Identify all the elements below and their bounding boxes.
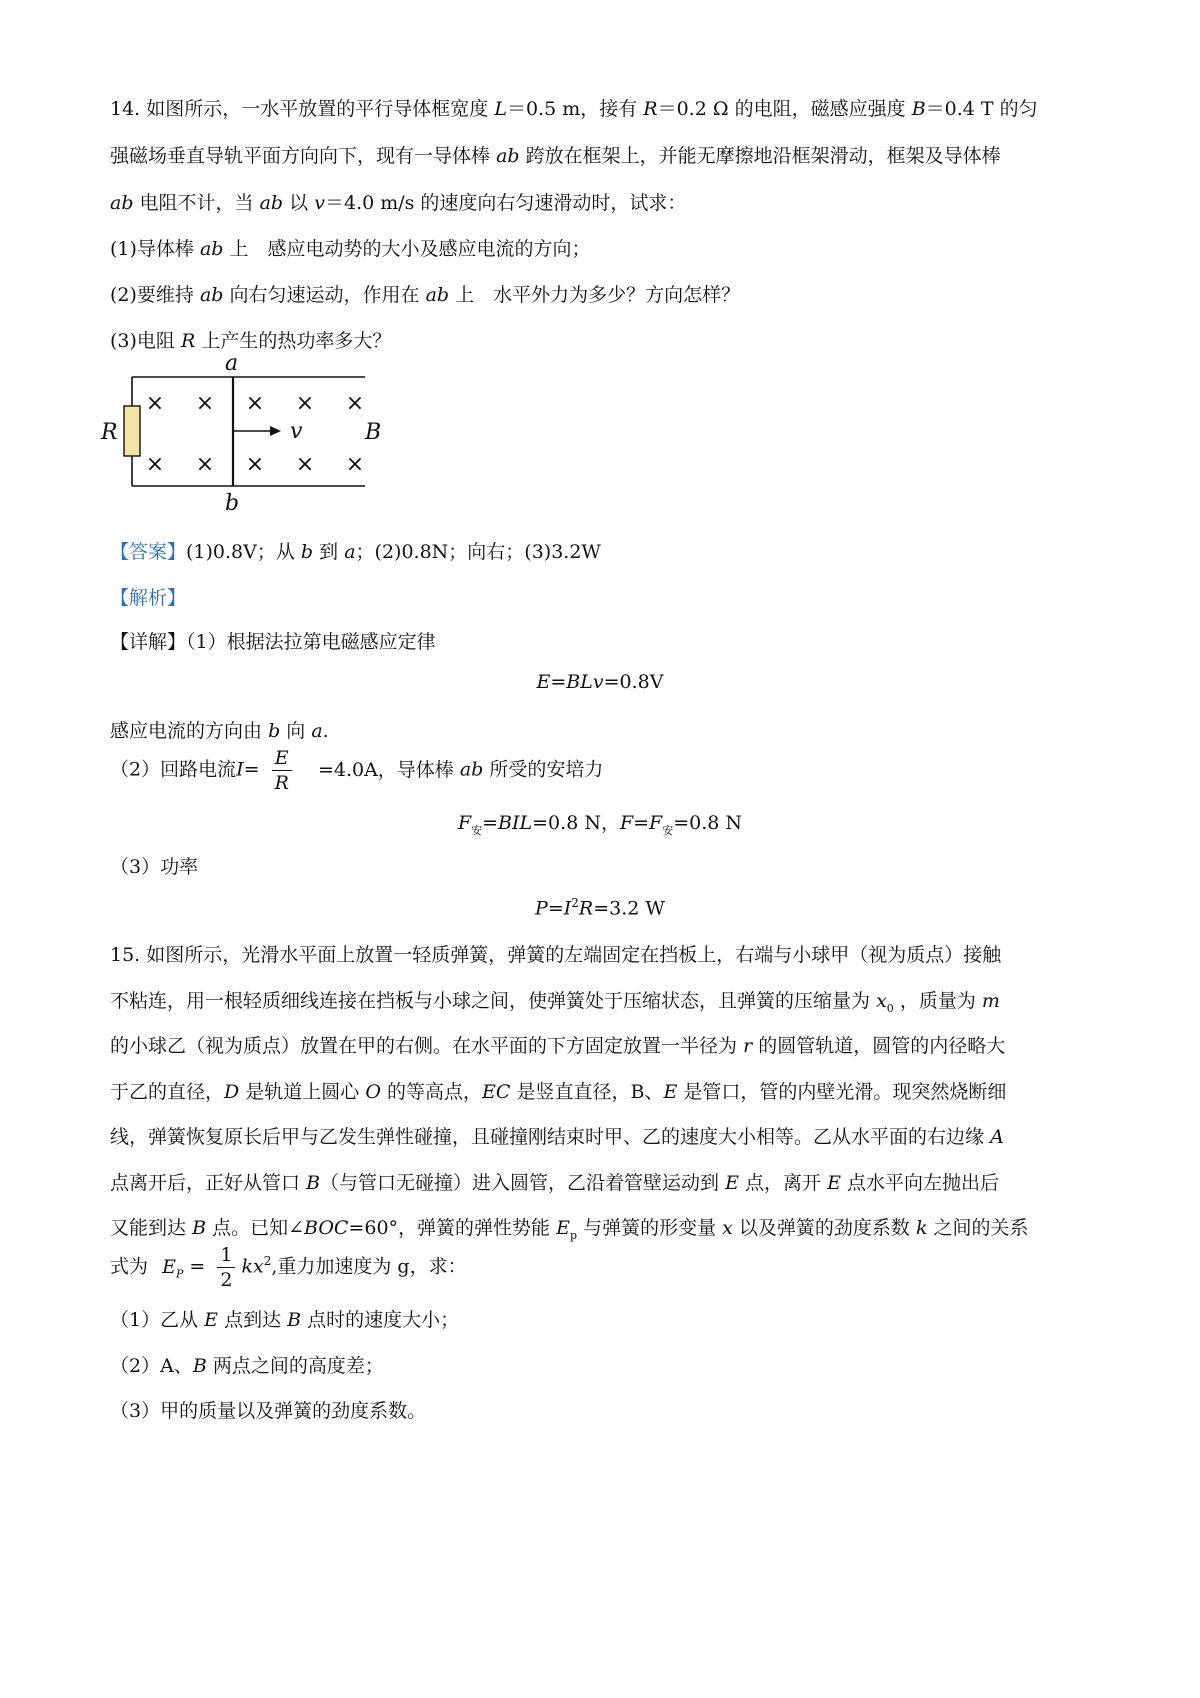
q15-line-5 — [110, 1122, 1004, 1149]
var: B — [287, 1309, 302, 1331]
var: O — [365, 1081, 381, 1103]
q15-sub-1 — [110, 1305, 459, 1332]
text: 点离开后，正好从管口 — [110, 1172, 301, 1194]
text: 不粘连，用一根轻质细线连接在挡板与小球之间，使弹簧处于压缩状态，且弹簧的压缩量为 — [110, 990, 871, 1012]
answer-tag: 【答案】 — [110, 541, 187, 563]
q14-line-3 — [110, 188, 686, 215]
numerator: 1 — [217, 1243, 235, 1268]
q14-part-2 — [110, 280, 740, 307]
text: ＝0.4 T 的匀 — [925, 98, 1038, 120]
text: ＝0.2 Ω 的电阻，磁感应强度 — [657, 98, 906, 120]
field-cross-icon: × — [245, 391, 265, 416]
var: R — [643, 98, 658, 120]
subscript: 0 — [886, 1001, 894, 1015]
text: 以 — [289, 192, 309, 214]
field-cross-icon: × — [145, 452, 165, 477]
label-v: v — [290, 419, 303, 444]
var: E — [725, 1172, 739, 1194]
var: E — [556, 1217, 570, 1239]
field-cross-icon: × — [345, 452, 365, 477]
var: v — [314, 192, 325, 214]
denominator: R — [274, 772, 289, 794]
var: I= — [236, 758, 260, 781]
label-field-b: B — [365, 420, 382, 445]
text: 如图所示，光滑水平面上放置一轻质弹簧，弹簧的左端固定在挡板上，右端与小球甲（视为质点）接触 — [146, 944, 1002, 966]
q15-line-2 — [110, 986, 1000, 1015]
q15-line-4 — [110, 1077, 1006, 1104]
arrow-head-icon — [270, 426, 281, 436]
text: 点。已知∠ — [212, 1217, 304, 1239]
field-cross-icon: × — [345, 391, 365, 416]
text: 上 水平外力为多少？方向怎样？ — [455, 284, 741, 306]
analysis-line — [110, 583, 186, 610]
equation-ampere-force — [0, 808, 1200, 838]
var: =BIL — [482, 812, 533, 834]
var: BOC — [304, 1217, 349, 1239]
var: R — [180, 330, 196, 352]
var: r — [743, 1035, 753, 1057]
power-line — [110, 852, 198, 879]
text: 到 — [319, 541, 339, 563]
q14-line-2 — [110, 141, 1001, 168]
numerator: E — [272, 746, 292, 771]
field-cross-icon: × — [245, 452, 265, 477]
text: （3）甲的质量以及弹簧的劲度系数。 — [110, 1400, 427, 1422]
q14-number: 14. — [110, 98, 141, 120]
var: b — [300, 541, 314, 563]
var: E — [663, 1081, 678, 1103]
field-cross-icon: × — [195, 452, 215, 477]
answer-line — [110, 537, 601, 564]
q15-sub-3 — [110, 1396, 426, 1423]
text: （2）回路电流 — [110, 758, 237, 781]
field-cross-icon: × — [195, 391, 215, 416]
var: ab — [459, 758, 484, 781]
var: ab — [425, 284, 450, 306]
field-cross-icon: × — [295, 452, 315, 477]
var: a — [311, 720, 323, 742]
text: ,重力加速度为 g，求： — [271, 1255, 467, 1278]
var: ab — [110, 192, 134, 214]
text: 是轨道上圆心 — [245, 1081, 360, 1103]
loop-current-line — [110, 746, 603, 795]
text: (1)0.8V；从 — [186, 541, 295, 563]
q15-sub-2 — [110, 1351, 384, 1378]
var: x — [722, 1217, 733, 1239]
analysis-tag: 【解析】 — [110, 587, 187, 609]
text: 是管口，管的内壁光滑。现突然烧断细 — [683, 1081, 1007, 1103]
text: （3）功率 — [110, 856, 199, 878]
q15-line-6 — [110, 1168, 999, 1195]
text: 点到达 — [224, 1309, 282, 1331]
text: （2）A、 — [110, 1355, 193, 1377]
text: 感应电流的方向由 — [110, 720, 263, 742]
var: A — [990, 1126, 1004, 1148]
text: 向 — [286, 720, 306, 742]
var: R — [578, 897, 594, 920]
text: 之间的关系 — [933, 1217, 1029, 1239]
var: ab — [199, 238, 224, 260]
label-b: b — [225, 491, 240, 516]
text: 式为 — [110, 1255, 149, 1278]
var: F=F — [619, 812, 663, 834]
subscript: P — [175, 1267, 184, 1281]
var: x — [876, 990, 887, 1012]
var: B — [306, 1172, 321, 1194]
var: EC — [482, 1081, 511, 1103]
equation-emf — [0, 671, 1200, 693]
circuit-figure — [95, 350, 415, 520]
denominator: 2 — [220, 1269, 233, 1291]
text: 的等高点， — [386, 1081, 482, 1103]
var: B — [192, 1355, 207, 1377]
subscript: 安 — [662, 823, 674, 837]
q15-number: 15. — [110, 944, 141, 966]
field-cross-icon: × — [145, 391, 165, 416]
text: (3)电阻 — [110, 330, 175, 352]
text: =4.0A，导体棒 — [317, 758, 454, 781]
current-direction-line — [110, 716, 329, 743]
text: =60°，弹簧的弹性势能 — [348, 1217, 551, 1239]
var: P=I — [535, 897, 572, 920]
text: 的圆管轨道，圆管的内径略大 — [758, 1035, 1006, 1057]
text: ＝0.5 m，接有 — [506, 98, 638, 120]
text: 以及弹簧的劲度系数 — [738, 1217, 910, 1239]
var: E=BLv — [536, 671, 604, 693]
text: 所受的安培力 — [489, 758, 604, 781]
label-a: a — [225, 351, 239, 376]
text: （1）乙从 — [110, 1309, 199, 1331]
text: 跨放在框架上，并能无摩擦地沿框架滑动，框架及导体棒 — [525, 145, 1001, 167]
text: 是竖直直径，B、 — [516, 1081, 664, 1103]
var: m — [981, 990, 1000, 1012]
text: 点，离开 — [745, 1172, 822, 1194]
var: E — [204, 1309, 219, 1331]
text: 线，弹簧恢复原长后甲与乙发生弹性碰撞，且碰撞刚结束时甲、乙的速度大小相等。乙从水平面的右边缘 — [110, 1126, 985, 1148]
var: E — [827, 1172, 841, 1194]
text: = — [189, 1255, 206, 1278]
q14-line-1 — [110, 94, 1038, 121]
detail-tag: 【详解】 — [110, 631, 187, 653]
var: ab — [199, 284, 224, 306]
text: =0.8 N — [673, 812, 743, 834]
text: 的小球乙（视为质点）放置在甲的右侧。在水平面的下方固定放置一半径为 — [110, 1035, 738, 1057]
text: 又能到达 — [110, 1217, 187, 1239]
q15-line-7 — [110, 1213, 1029, 1242]
var: ab — [496, 145, 520, 167]
superscript: 2 — [263, 1254, 272, 1269]
text: 点水平向左抛出后 — [847, 1172, 1000, 1194]
var: ab — [259, 192, 284, 214]
text: 如图所示，一水平放置的平行导体框宽度 — [146, 98, 489, 120]
text: 上产生的热功率多大？ — [201, 330, 392, 352]
text: ，质量为 — [899, 990, 976, 1012]
detail-line — [110, 627, 436, 654]
var: E — [162, 1255, 176, 1278]
var: b — [268, 720, 281, 742]
superscript: 2 — [571, 896, 579, 910]
text: 电阻不计，当 — [139, 192, 254, 214]
fraction-e-over-r — [272, 746, 292, 795]
text: . — [322, 720, 329, 742]
q15-line-3 — [110, 1031, 1005, 1058]
text: （与管口无碰撞）进入圆管，乙沿着管壁运动到 — [320, 1172, 720, 1194]
text: (2)要维持 — [110, 284, 194, 306]
var: F — [457, 812, 472, 834]
q14-part-3 — [110, 326, 391, 353]
fraction-one-half — [217, 1243, 235, 1292]
var: B — [911, 98, 926, 120]
var: k — [915, 1217, 928, 1239]
resistor-icon — [124, 406, 140, 456]
text: =0.8 N， — [532, 812, 620, 834]
text: 上 感应电动势的大小及感应电流的方向； — [229, 238, 591, 260]
equation-power — [0, 896, 1200, 919]
var: L — [494, 98, 507, 120]
q15-line-1 — [110, 940, 1001, 967]
text: 两点之间的高度差； — [212, 1355, 384, 1377]
text: 点时的速度大小； — [307, 1309, 460, 1331]
q14-part-1 — [110, 234, 591, 261]
var: a — [344, 541, 356, 563]
text: =0.8V — [603, 671, 664, 693]
text: 于乙的直径， — [110, 1081, 225, 1103]
var: B — [192, 1217, 207, 1239]
text: ＝4.0 m/s 的速度向右匀速滑动时，试求： — [324, 192, 687, 214]
subscript: 安 — [471, 823, 483, 837]
var: kx — [241, 1255, 264, 1278]
text: 向右匀速运动，作用在 — [229, 284, 420, 306]
text: 与弹簧的形变量 — [583, 1217, 717, 1239]
label-r: R — [101, 420, 118, 445]
text: (1)导体棒 — [110, 238, 194, 260]
text: （1）根据法拉第电磁感应定律 — [186, 631, 436, 653]
text: 强磁场垂直导轨平面方向向下，现有一导体棒 — [110, 145, 491, 167]
text: =3.2 W — [593, 897, 665, 920]
subscript: p — [569, 1228, 578, 1242]
field-cross-icon: × — [295, 391, 315, 416]
var: D — [224, 1081, 240, 1103]
q15-line-8 — [110, 1243, 467, 1292]
text: ；(2)0.8N；向右；(3)3.2W — [355, 541, 601, 563]
